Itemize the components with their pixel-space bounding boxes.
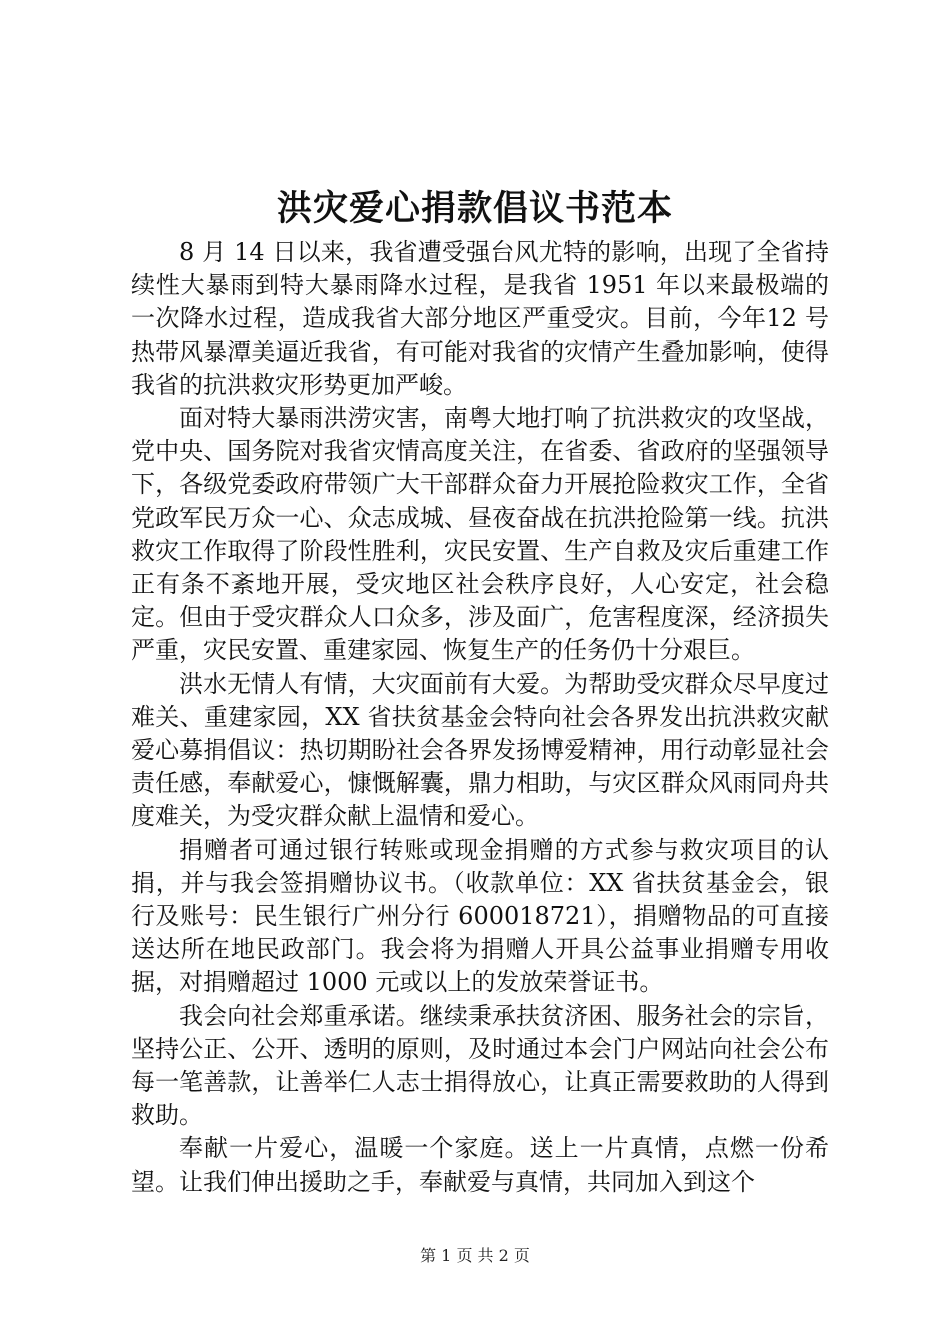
paragraph: 8 月 14 日以来，我省遭受强台风尤特的影响，出现了全省持续性大暴雨到特大暴雨降水过程，是我省 1951 年以来最极端的一次降水过程，造成我省大部分地区严重受灾。目前，今年12 号热带风暴潭美逼近我省，有可能对我省的灾情产生叠加影响，使得我省的抗洪救灾形势更加严峻。 <box>131 238 829 399</box>
paragraph: 我会向社会郑重承诺。继续秉承扶贫济困、服务社会的宗旨，坚持公正、公开、透明的原则，及时通过本会门户网站向社会公布每一笔善款，让善举仁人志士捐得放心，让真正需要救助的人得到救助。 <box>131 1001 829 1130</box>
paragraph: 捐赠者可通过银行转账或现金捐赠的方式参与救灾项目的认捐，并与我会签捐赠协议书。（收款单位：XX 省扶贫基金会，银行及账号：民生银行广州分行 600018721），捐赠物品的可直接送达所在地民政部门。我会将为捐赠人开具公益事业捐赠专用收据，对捐赠超过 1000 元或以上的发放荣誉证书。 <box>131 835 829 997</box>
page-number-footer: 第 1 页 共 2 页 <box>420 1246 530 1265</box>
document-body <box>131 236 829 1199</box>
paragraph: 奉献一片爱心，温暖一个家庭。送上一片真情，点燃一份希望。让我们伸出援助之手，奉献爱与真情，共同加入到这个 <box>131 1134 829 1196</box>
paragraph: 洪水无情人有情，大灾面前有大爱。为帮助受灾群众尽早度过难关、重建家园，XX 省扶贫基金会特向社会各界发出抗洪救灾献爱心募捐倡议：热切期盼社会各界发扬博爱精神，用行动彰显社会责任感，奉献爱心，慷慨解囊，鼎力相助，与灾区群众风雨同舟共度难关，为受灾群众献上温情和爱心。 <box>131 669 829 831</box>
document-title: 洪灾爱心捐款倡议书范本 <box>276 188 673 229</box>
paragraph: 面对特大暴雨洪涝灾害，南粤大地打响了抗洪救灾的攻坚战，党中央、国务院对我省灾情高度关注，在省委、省政府的坚强领导下，各级党委政府带领广大干部群众奋力开展抢险救灾工作，全省党政军民万众一心、众志成城、昼夜奋战在抗洪抢险第一线。抗洪救灾工作取得了阶段性胜利，灾民安置、生产自救及灾后重建工作正有条不紊地开展，受灾地区社会秩序良好，人心安定，社会稳定。但由于受灾群众人口众多，涉及面广，危害程度深，经济损失严重，灾民安置、重建家园、恢复生产的任务仍十分艰巨。 <box>131 404 829 665</box>
